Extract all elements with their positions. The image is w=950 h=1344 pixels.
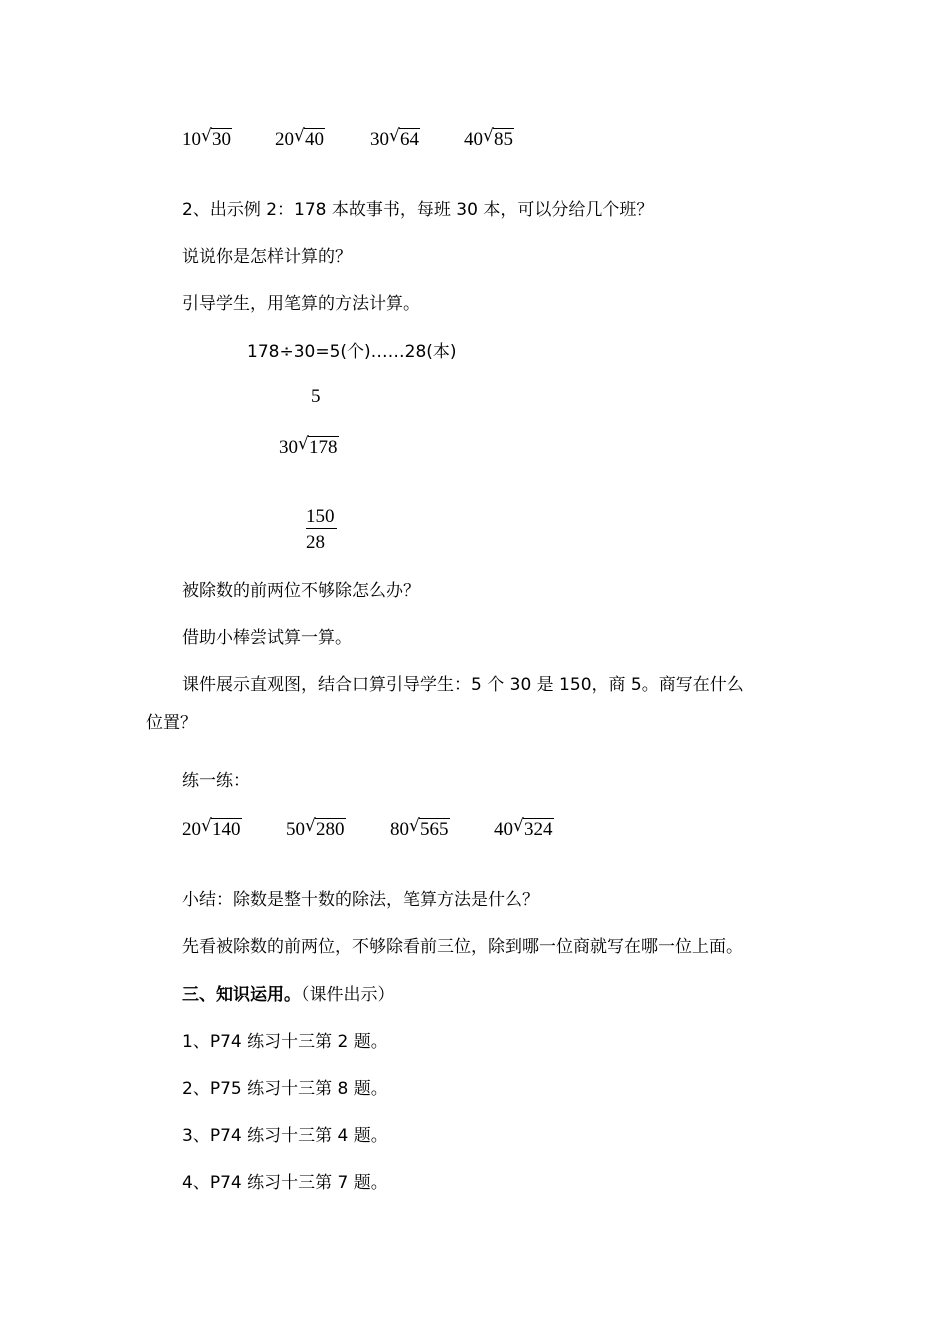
paragraph-summary: 小结：除数是整十数的除法，笔算方法是什么？ — [182, 890, 539, 910]
division-10-30 — [182, 128, 232, 151]
division-80-565 — [390, 818, 450, 841]
divisor: 10 — [182, 129, 201, 150]
radical-sign — [295, 128, 325, 151]
radical-sign — [202, 818, 242, 841]
radical-sign — [410, 818, 450, 841]
divisor: 30 — [370, 129, 389, 150]
paragraph-question: 被除数的前两位不够除怎么办？ — [182, 581, 420, 601]
paragraph-courseware: 课件展示直观图，结合口算引导学生：5 个 30 是 150，商 5。商写在什么 — [182, 675, 744, 695]
section3-title: 三、知识运用。 — [182, 985, 301, 1005]
dividend: 40 — [305, 129, 324, 150]
dividend: 178 — [309, 437, 338, 458]
dividend: 30 — [212, 129, 231, 150]
exercise-item: 2、P75 练习十三第 8 题。 — [182, 1079, 388, 1099]
divisor: 30 — [279, 437, 298, 458]
division-40-85 — [464, 128, 514, 151]
radical-sign — [306, 818, 346, 841]
division-40-324 — [494, 818, 554, 841]
division-20-140 — [182, 818, 242, 841]
divisor: 20 — [182, 819, 201, 840]
section3-heading — [182, 984, 395, 1006]
paragraph-method: 先看被除数的前两位，不够除看前三位，除到哪一位商就写在哪一位上面。 — [182, 937, 743, 957]
paragraph-sticks: 借助小棒尝试算一算。 — [182, 628, 352, 648]
radical-sign — [484, 128, 514, 151]
paragraph-courseware-cont: 位置？ — [146, 713, 197, 733]
radical-sign — [202, 128, 232, 151]
paragraph-guide: 引导学生，用笔算的方法计算。 — [182, 294, 420, 314]
product: 150 — [306, 506, 335, 527]
exercise-item: 3、P74 练习十三第 4 题。 — [182, 1126, 388, 1146]
division-20-40 — [275, 128, 325, 151]
division-30-64 — [370, 128, 420, 151]
divisor: 40 — [464, 129, 483, 150]
dividend: 324 — [524, 819, 553, 840]
divisor: 50 — [286, 819, 305, 840]
dividend: 64 — [400, 129, 419, 150]
equation: 178÷30=5(个)……28(本) — [247, 342, 457, 362]
dividend: 565 — [420, 819, 449, 840]
divisor: 40 — [494, 819, 513, 840]
product-line — [306, 506, 337, 529]
radical-sign — [514, 818, 554, 841]
paragraph-practice: 练一练： — [182, 771, 250, 791]
section3-note: （课件出示） — [301, 985, 395, 1005]
divisor: 20 — [275, 129, 294, 150]
dividend: 280 — [316, 819, 345, 840]
exercise-item: 4、P74 练习十三第 7 题。 — [182, 1173, 388, 1193]
dividend: 140 — [212, 819, 241, 840]
divisor: 80 — [390, 819, 409, 840]
division-50-280 — [286, 818, 346, 841]
radical-sign — [299, 436, 339, 459]
quotient: 5 — [311, 386, 321, 407]
dividend: 85 — [494, 129, 513, 150]
paragraph-example2: 2、出示例 2：178 本故事书，每班 30 本，可以分给几个班？ — [182, 200, 654, 220]
exercise-item: 1、P74 练习十三第 2 题。 — [182, 1032, 388, 1052]
remainder: 28 — [306, 532, 325, 553]
paragraph-how: 说说你是怎样计算的？ — [182, 247, 352, 267]
long-division-bracket — [279, 436, 339, 459]
radical-sign — [390, 128, 420, 151]
